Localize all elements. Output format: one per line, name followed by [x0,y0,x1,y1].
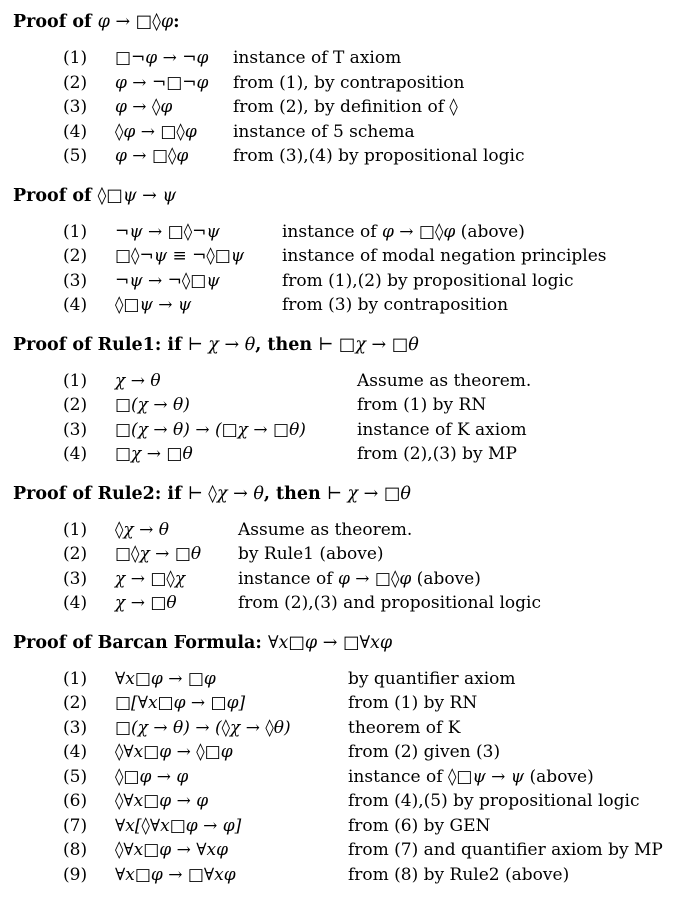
justification-segment: from (6) by GEN [348,815,491,836]
justification-segment: from (1),(2) by propositional logic [282,270,574,291]
step-number: (2) [63,395,88,415]
proof-step-row [63,369,531,394]
step-formula: □◊χ → □θ [115,544,202,564]
step-formula: □(χ → θ) → (◊χ → ◊θ) [115,717,291,738]
step-number: (3) [63,270,88,291]
proof-step-row [63,244,607,269]
justification-segment: (above) [411,568,481,589]
step-formula: ◊χ → θ [115,519,169,540]
justification-segment: from (1), by contraposition [233,72,465,93]
step-number: (1) [63,519,88,540]
step-formula: □χ → □θ [115,444,193,464]
step-formula: φ → □◊φ [115,146,189,166]
step-number: (1) [63,370,88,391]
step-justification [348,691,663,716]
proof-step-row [63,144,525,169]
step-formula: □[∀x□φ → □φ] [115,693,246,713]
step-number: (5) [63,146,88,166]
proof-step-row [63,418,531,443]
step-justification [282,269,607,294]
step-formula: ∀x□φ → □∀xφ [115,864,236,885]
justification-segment: from (2) given (3) [348,742,501,762]
heading-segment: Proof of [13,12,98,32]
proof-heading [13,632,679,654]
justification-segment: from (2),(3) and propositional logic [238,593,541,613]
proof-step-row [63,518,541,543]
proof-step-row [63,591,541,616]
justification-segment: from (2),(3) by MP [357,444,517,464]
step-number: (3) [63,717,88,738]
heading-segment: ⊢ χ → θ [187,334,256,355]
step-formula: ◊∀x□φ → ◊□φ [115,742,233,762]
step-formula: ∀x[◊∀x□φ → φ] [115,815,242,836]
step-formula: χ → □θ [115,593,177,613]
proof-step-row [63,442,531,467]
justification-segment: instance of modal negation principles [282,246,607,266]
step-number: (4) [63,121,88,142]
justification-segment: from (8) by Rule2 (above) [348,864,570,885]
step-justification [238,567,541,592]
justification-segment: theorem of K [348,717,461,738]
step-number: (4) [63,295,88,315]
step-formula: ◊φ → □◊φ [115,121,197,142]
step-formula: ¬ψ → ¬◊□ψ [115,270,220,291]
proof-section-3 [13,334,679,467]
step-justification [348,789,663,814]
justification-segment: by Rule1 (above) [238,544,384,564]
step-justification [348,667,663,692]
proof-steps-table [63,518,541,616]
step-justification [357,369,531,394]
step-formula: ¬ψ → □◊¬ψ [115,221,220,242]
step-number: (2) [63,693,88,713]
proofs-document [13,11,679,887]
step-number: (3) [63,419,88,440]
step-justification [233,46,525,71]
step-number: (3) [63,97,88,117]
proof-step-row [63,789,663,814]
step-number: (4) [63,593,88,613]
step-formula: ◊□φ → φ [115,766,189,787]
step-justification [238,542,541,567]
step-number: (1) [63,48,88,68]
justification-segment: ◊□ψ → ψ [447,766,525,787]
step-justification [357,418,531,443]
justification-segment: from (3) by contraposition [282,295,509,315]
proof-step-row [63,667,663,692]
proof-step-row [63,269,607,294]
justification-segment: from (1) by RN [357,395,487,415]
step-number: (9) [63,864,88,885]
proof-step-row [63,293,607,318]
step-justification [238,518,541,543]
step-formula: ◊□ψ → ψ [115,295,192,315]
step-formula: φ → ¬□¬φ [115,72,209,93]
step-justification [348,838,663,863]
proof-section-1 [13,11,679,169]
justification-segment: from (1) by RN [348,693,478,713]
justification-segment: instance of [282,221,382,242]
heading-segment: ⊢ □χ → □θ [318,334,419,355]
step-justification [282,244,607,269]
step-formula: □(χ → θ) → (□χ → □θ) [115,419,306,440]
step-number: (6) [63,791,88,811]
proof-section-4 [13,483,679,616]
justification-segment: by quantifier axiom [348,668,516,689]
justification-segment: (above) [524,766,594,787]
step-justification [357,442,531,467]
proof-step-row [63,716,663,741]
step-number: (1) [63,221,88,242]
proof-step-row [63,567,541,592]
step-justification [238,591,541,616]
proof-heading [13,11,679,33]
justification-segment: from (4),(5) by propositional logic [348,791,640,811]
step-number: (2) [63,246,88,266]
justification-segment: instance of 5 schema [233,121,415,142]
justification-segment: ◊ [449,97,458,117]
proof-step-row [63,393,531,418]
justification-segment: Assume as theorem. [238,519,413,540]
justification-segment: instance of T axiom [233,48,402,68]
justification-segment: from (2), by definition of [233,97,450,117]
proof-steps-table [63,46,525,169]
proof-step-row [63,46,525,71]
heading-segment: , then [255,334,319,355]
step-number: (2) [63,72,88,93]
justification-segment: φ → □◊φ [381,221,456,242]
heading-segment: Proof of Barcan Formula: [13,632,268,653]
proof-step-row [63,220,607,245]
step-justification [233,95,525,120]
heading-segment: Proof of Rule1: if [13,334,188,355]
heading-segment: ⊢ χ → □θ [326,483,411,504]
proof-section-2 [13,185,679,318]
step-justification [357,393,531,418]
step-number: (3) [63,568,88,589]
step-justification [282,293,607,318]
heading-segment: : [173,12,180,32]
proof-heading [13,185,679,207]
step-formula: □¬φ → ¬φ [115,48,209,68]
justification-segment: φ → □◊φ [337,568,412,589]
step-formula: □(χ → θ) [115,395,190,415]
step-number: (5) [63,766,88,787]
proof-step-row [63,542,541,567]
proof-steps-table [63,667,663,888]
proof-steps-table [63,369,531,467]
proof-step-row [63,765,663,790]
proof-steps-table [63,220,607,318]
step-formula: ∀x□φ → □φ [115,668,216,689]
proof-step-row [63,863,663,888]
step-formula: ◊∀x□φ → ∀xφ [115,840,229,860]
heading-segment: Proof of Rule2: if [13,483,188,504]
step-justification [233,71,525,96]
step-justification [282,220,607,245]
proof-step-row [63,814,663,839]
step-justification [233,144,525,169]
proof-heading [13,483,679,505]
step-justification [348,740,663,765]
step-formula: φ → ◊φ [115,97,173,117]
step-formula: χ → θ [115,370,161,391]
justification-segment: instance of [348,766,448,787]
proof-step-row [63,838,663,863]
proof-step-row [63,95,525,120]
step-number: (2) [63,544,88,564]
step-justification [348,863,663,888]
justification-segment: instance of [238,568,338,589]
heading-segment: ∀x□φ → □∀xφ [267,632,393,653]
justification-segment: instance of K axiom [357,419,527,440]
step-justification [348,814,663,839]
step-number: (4) [63,444,88,464]
step-formula: ◊∀x□φ → φ [115,791,209,811]
heading-segment: , then [263,483,327,504]
proof-step-row [63,740,663,765]
heading-segment: ◊□ψ → ψ [97,185,177,206]
step-number: (7) [63,815,88,836]
step-justification [348,765,663,790]
justification-segment: (above) [455,221,525,242]
step-number: (4) [63,742,88,762]
step-formula: χ → □◊χ [115,568,186,589]
heading-segment: ⊢ ◊χ → θ [187,483,264,504]
proof-step-row [63,71,525,96]
step-number: (8) [63,840,88,860]
proof-section-5 [13,632,679,888]
proof-heading [13,334,679,356]
heading-segment: φ → □◊φ [97,12,174,32]
justification-segment: from (3),(4) by propositional logic [233,146,525,166]
step-formula: □◊¬ψ ≡ ¬◊□ψ [115,246,245,266]
step-justification [233,120,525,145]
heading-segment: Proof of [13,185,98,206]
proof-step-row [63,120,525,145]
justification-segment: Assume as theorem. [357,370,532,391]
justification-segment: from (7) and quantifier axiom by MP [348,840,663,860]
step-number: (1) [63,668,88,689]
step-justification [348,716,663,741]
proof-step-row [63,691,663,716]
